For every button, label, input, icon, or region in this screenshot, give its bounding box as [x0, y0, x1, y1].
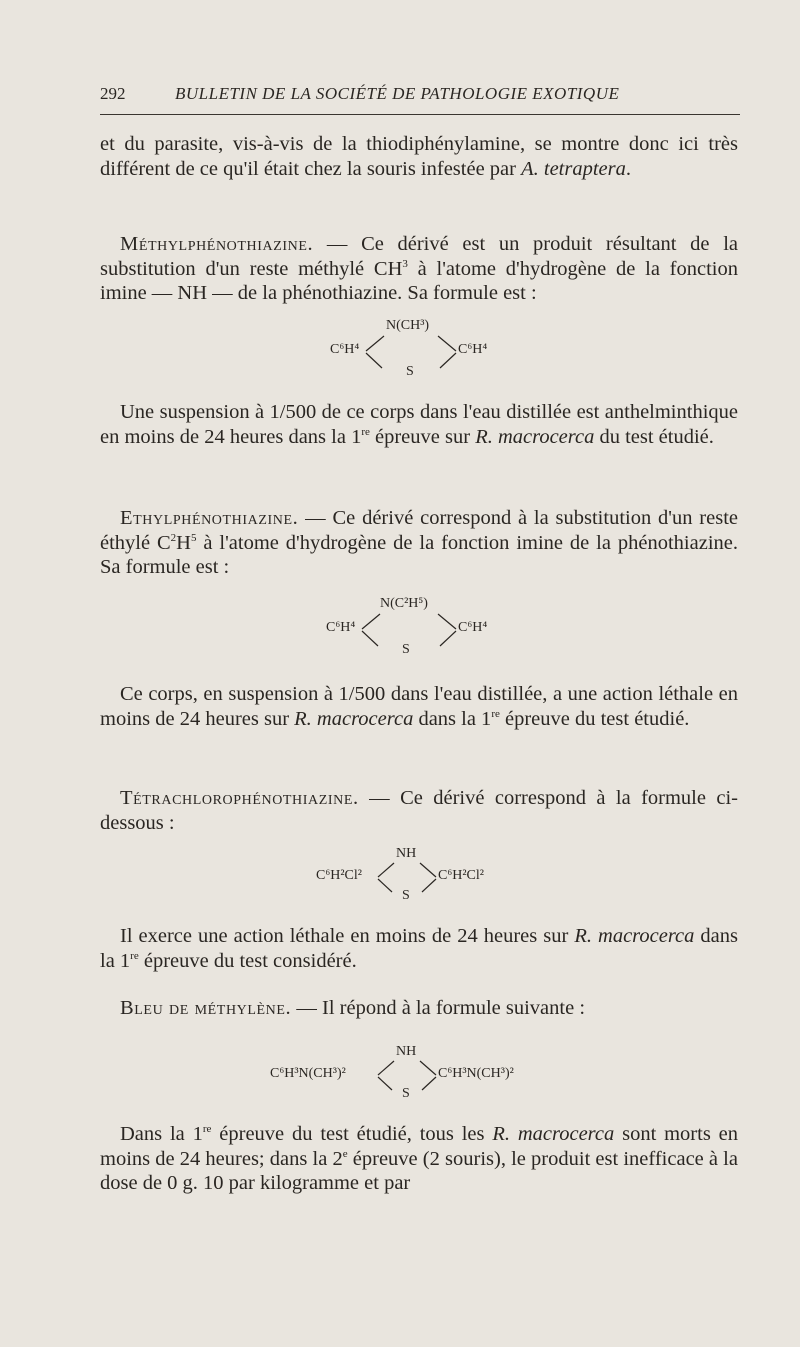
species-name: R. macrocerca — [492, 1123, 615, 1145]
page-number: 292 — [100, 84, 126, 103]
formula-right-group: C⁶H²Cl² — [438, 868, 484, 883]
formula-sulfur: S — [402, 888, 410, 903]
section-tetrachlorophenothiazine: Tétrachlorophénothiazine. — Ce dérivé correspond à la formule ci-dessous : — [100, 787, 738, 834]
result-ethylphenothiazine: Ce corps, en suspension à 1/500 dans l'eau distillée, a une action léthale en moins de 24 heures sur R. macrocerca dans la 1re épreuve du test étudié. — [100, 683, 738, 730]
formula-right-group: C⁶H⁴ — [458, 620, 488, 635]
section-heading: Ethylphénothiazine. — [120, 507, 299, 529]
result-bleu-de-methylene: Dans la 1re épreuve du test étudié, tous les R. macrocerca sont morts en moins de 24 heures; dans la 2e épreuve (2 souris), le produit est inefficace à la dose de 0 g. 10 par kilogramme et par — [100, 1123, 739, 1194]
formula-left-group: C⁶H³N(CH³)² — [270, 1066, 346, 1081]
formula-sulfur: S — [402, 1086, 410, 1101]
section-heading: Bleu de méthylène. — [120, 997, 292, 1019]
species-name: R. macrocerca — [294, 707, 414, 730]
result-methylphenothiazine: Une suspension à 1/500 de ce corps dans l'eau distillée est anthelminthique en moins de 24 heures dans la 1re épreuve sur R. macrocerca du test étudié. — [100, 401, 738, 448]
result-tetrachlorophenothiazine: Il exerce une action léthale en moins de 24 heures sur R. macrocerca dans la 1re épreuve du test considéré. — [100, 925, 738, 972]
page-header — [100, 84, 740, 115]
section-heading: Méthylphénothiazine. — [120, 233, 314, 255]
species-name: A. tetraptera — [521, 157, 626, 180]
formula-right-group: C⁶H³N(CH³)² — [438, 1066, 514, 1081]
section-methylphenothiazine: Méthylphénothiazine. — Ce dérivé est un produit résultant de la substitution d'un reste méthylé $CH^3$ à l'atome d'hydrogène de la fonction imine — NH — de la phénothiazine. Sa formule est : — [100, 233, 738, 304]
section-heading: Tétrachlorophénothiazine. — [120, 787, 359, 809]
formula-top-group: NH — [396, 846, 417, 861]
section-bleu-de-methylene: Bleu de méthylène. — Il répond à la formule suivante : — [120, 997, 586, 1019]
paragraph-intro: et du parasite, vis-à-vis de la thiodiphénylamine, se montre donc ici très différent de ce qu'il était chez la souris infestée par A. tetraptera. — [100, 133, 738, 180]
species-name: R. macrocerca — [574, 925, 695, 947]
formula-sulfur: S — [402, 642, 410, 657]
formula-right-group: C⁶H⁴ — [458, 342, 488, 357]
formula-top-group: NH — [396, 1044, 417, 1059]
species-name: R. macrocerca — [475, 425, 595, 448]
section-ethylphenothiazine: Ethylphénothiazine. — Ce dérivé correspond à la substitution d'un reste éthylé $C^2H^5$ à l'atome d'hydrogène de la fonction imine de la phénothiazine. Sa formule est : — [100, 507, 738, 578]
formula-left-group: C⁶H²Cl² — [316, 868, 362, 883]
running-title: BULLETIN DE LA SOCIÉTÉ DE PATHOLOGIE EXOTIQUE — [175, 84, 620, 103]
formula-left-group: C⁶H⁴ — [330, 342, 360, 357]
formula-top-group: N(C²H⁵) — [380, 596, 428, 611]
formula-top-group: N(CH³) — [386, 318, 430, 333]
formula-sulfur: S — [406, 364, 414, 379]
formula-left-group: C⁶H⁴ — [326, 620, 356, 635]
